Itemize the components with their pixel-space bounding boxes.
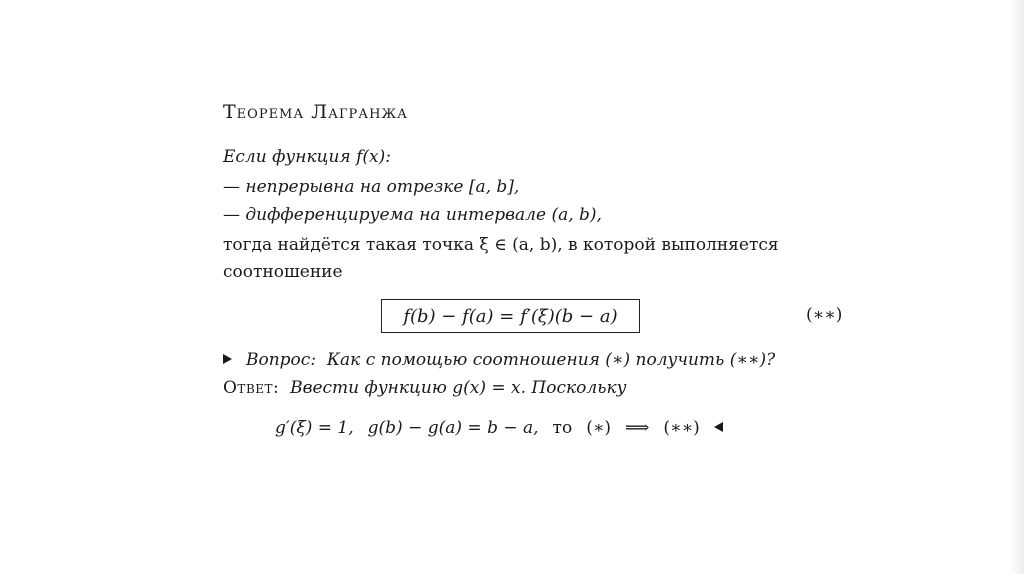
condition-intro: Если функция f(x): bbox=[223, 147, 391, 167]
final-part-then: то bbox=[552, 418, 573, 438]
final-part-star: (∗) bbox=[586, 418, 612, 438]
final-part-gprime: g′(ξ) = 1, bbox=[275, 418, 354, 438]
triangle-right-icon bbox=[223, 354, 232, 364]
question-line bbox=[223, 350, 775, 370]
final-part-difference: g(b) − g(a) = b − a, bbox=[367, 418, 539, 438]
answer-line bbox=[223, 378, 626, 398]
question-label: Вопрос: bbox=[246, 350, 317, 370]
lagrange-formula: f(b) − f(a) = f′(ξ)(b − a) bbox=[403, 305, 618, 327]
slide-edge-shadow bbox=[1010, 0, 1024, 574]
theorem-title: Теорема Лагранжа bbox=[223, 101, 408, 123]
answer-label: Ответ: bbox=[223, 378, 280, 398]
conclusion-line: тогда найдётся такая точка ξ ∈ (a, b), в которой выполняется bbox=[223, 235, 779, 255]
question-text: Как с помощью соотношения (∗) получить (∗∗)? bbox=[326, 350, 776, 370]
triangle-left-icon bbox=[714, 422, 723, 432]
condition-differentiable: — дифференцируема на интервале (a, b), bbox=[223, 205, 602, 225]
final-part-doublestar: (∗∗) bbox=[663, 418, 700, 438]
final-derivation bbox=[275, 418, 723, 438]
implies-arrow: ⟹ bbox=[625, 418, 650, 438]
answer-text: Ввести функцию g(x) = x. Поскольку bbox=[290, 378, 627, 398]
formula-number: (∗∗) bbox=[806, 305, 843, 325]
lagrange-formula-box bbox=[381, 299, 640, 333]
conclusion-line-2: соотношение bbox=[223, 262, 343, 282]
condition-continuous: — непрерывна на отрезке [a, b], bbox=[223, 177, 520, 197]
